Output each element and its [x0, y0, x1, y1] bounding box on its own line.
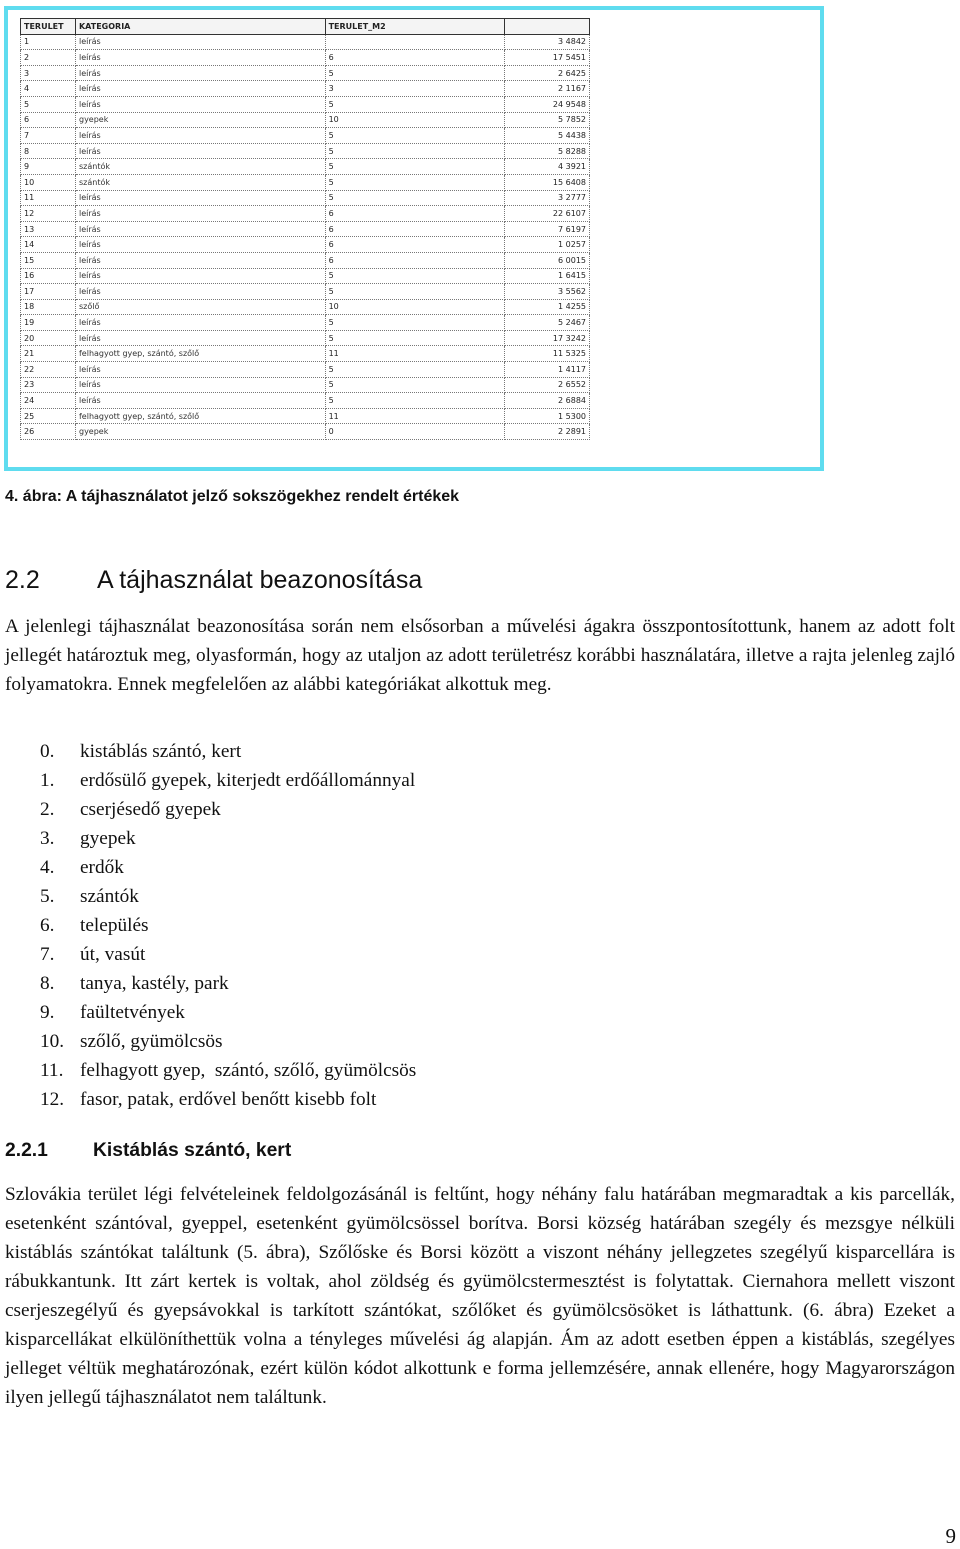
table-row [21, 65, 590, 81]
table-cell: leírás [75, 190, 325, 206]
table-row [21, 96, 590, 112]
list-item-label: szőlő, gyümölcsös [80, 1031, 223, 1052]
table-cell: leírás [75, 96, 325, 112]
list-item [40, 824, 416, 853]
attribute-table [20, 18, 590, 440]
table-cell: 5 [325, 393, 505, 409]
table-cell: leírás [75, 128, 325, 144]
table-cell: 24 [21, 393, 76, 409]
table-cell: 1 4117 [505, 362, 590, 378]
table-cell: 6 [325, 206, 505, 222]
list-item [40, 853, 416, 882]
table-cell: 1 5300 [505, 408, 590, 424]
table-row [21, 112, 590, 128]
list-item-number: 5. [40, 886, 55, 907]
table-row [21, 237, 590, 253]
table-row [21, 346, 590, 362]
table-cell: 7 [21, 128, 76, 144]
column-header: TERULET_M2 [325, 19, 505, 35]
table-cell: 1 0257 [505, 237, 590, 253]
table-cell: 10 [21, 174, 76, 190]
table-cell: 5 7852 [505, 112, 590, 128]
table-cell: gyepek [75, 424, 325, 440]
list-item [40, 911, 416, 940]
table-cell: 3 [325, 81, 505, 97]
list-item-label: szántók [80, 886, 139, 907]
list-item-label: fasor, patak, erdővel benőtt kisebb folt [80, 1089, 377, 1110]
list-item [40, 969, 416, 998]
table-cell: leírás [75, 315, 325, 331]
table-row [21, 206, 590, 222]
table-cell: 13 [21, 221, 76, 237]
table-row [21, 284, 590, 300]
table-cell: 2 6425 [505, 65, 590, 81]
table-cell: szántók [75, 159, 325, 175]
list-item-number: 7. [40, 944, 55, 965]
table-cell: 0 [325, 424, 505, 440]
table-cell: 22 [21, 362, 76, 378]
table-cell: 6 [325, 237, 505, 253]
table-row [21, 330, 590, 346]
table-cell: 26 [21, 424, 76, 440]
list-item-label: erdősülő gyepek, kiterjedt erdőállománnyal [80, 770, 416, 791]
list-item-number: 9. [40, 1002, 55, 1023]
section-number: 2.2 [5, 566, 40, 594]
section-title: A tájhasználat beazonosítása [97, 566, 423, 594]
list-item-label: faültetvények [80, 1002, 185, 1023]
table-cell: 2 2891 [505, 424, 590, 440]
list-item [40, 998, 416, 1027]
list-item [40, 882, 416, 911]
table-cell: 9 [21, 159, 76, 175]
table-row [21, 299, 590, 315]
table-cell: 22 6107 [505, 206, 590, 222]
table-cell: 15 [21, 252, 76, 268]
table-cell: 5 [325, 190, 505, 206]
table-row [21, 377, 590, 393]
table-row [21, 362, 590, 378]
table-cell: 5 [21, 96, 76, 112]
table-cell: felhagyott gyep, szántó, szőlő [75, 346, 325, 362]
list-item-number: 2. [40, 799, 55, 820]
table-cell: 5 [325, 96, 505, 112]
table-cell: 23 [21, 377, 76, 393]
table-cell: 5 [325, 65, 505, 81]
table-cell: 11 [325, 408, 505, 424]
table-cell: 5 [325, 268, 505, 284]
intro-paragraph: A jelenlegi tájhasználat beazonosítása során nem elsősorban a művelési ágakra összpontosítottunk, hanem az adott folt jellegét határoztuk meg, olyasformán, hogy az utaljon az adott területrész korábbi használatára, illetve a rajta jelenleg zajló folyamatokra. Ennek megfelelően az alábbi kategóriákat alkottuk meg. [5, 616, 955, 695]
list-item-label: erdők [80, 857, 124, 878]
table-cell: felhagyott gyep, szántó, szőlő [75, 408, 325, 424]
table-cell: leírás [75, 65, 325, 81]
list-item-label: település [80, 915, 149, 936]
table-cell: leírás [75, 330, 325, 346]
list-item-label: tanya, kastély, park [80, 973, 229, 994]
list-item-label: út, vasút [80, 944, 146, 965]
table-row [21, 393, 590, 409]
table-cell: 2 1167 [505, 81, 590, 97]
section-heading [5, 566, 422, 595]
table-cell: leírás [75, 377, 325, 393]
table-cell: 1 4255 [505, 299, 590, 315]
table-header-row [21, 19, 590, 35]
table-cell: leírás [75, 284, 325, 300]
table-cell: 24 9548 [505, 96, 590, 112]
table-cell: 4 3921 [505, 159, 590, 175]
table-cell [325, 34, 505, 50]
subsection-heading [5, 1140, 291, 1162]
table-row [21, 34, 590, 50]
list-item-label: kistáblás szántó, kert [80, 741, 242, 762]
figure-frame [4, 6, 824, 471]
table-row [21, 143, 590, 159]
table-cell: 21 [21, 346, 76, 362]
list-item-number: 8. [40, 973, 55, 994]
table-cell: 5 [325, 330, 505, 346]
table-cell: 11 [325, 346, 505, 362]
table-cell: 5 [325, 128, 505, 144]
list-item [40, 1027, 416, 1056]
table-body [21, 34, 590, 439]
table-cell: 17 3242 [505, 330, 590, 346]
table-cell: 7 6197 [505, 221, 590, 237]
table-cell: leírás [75, 362, 325, 378]
subsection-number: 2.2.1 [5, 1140, 48, 1161]
table-cell: 3 4842 [505, 34, 590, 50]
table-cell: 5 [325, 143, 505, 159]
list-item [40, 737, 416, 766]
table-cell: 17 5451 [505, 50, 590, 66]
table-row [21, 252, 590, 268]
column-header: KATEGORIA [75, 19, 325, 35]
subsection-title: Kistáblás szántó, kert [93, 1140, 292, 1161]
table-cell: 8 [21, 143, 76, 159]
table-cell: leírás [75, 81, 325, 97]
table-cell: 5 [325, 362, 505, 378]
table-cell: leírás [75, 50, 325, 66]
table-cell: leírás [75, 237, 325, 253]
list-item-label: cserjésedő gyepek [80, 799, 221, 820]
list-item-number: 1. [40, 770, 55, 791]
list-item [40, 940, 416, 969]
list-item [40, 795, 416, 824]
list-item-number: 6. [40, 915, 55, 936]
table-row [21, 174, 590, 190]
table-cell: 6 0015 [505, 252, 590, 268]
table-cell: 5 4438 [505, 128, 590, 144]
table-cell: szántók [75, 174, 325, 190]
table-cell: 6 [325, 252, 505, 268]
table-cell: leírás [75, 252, 325, 268]
table-cell: 2 6884 [505, 393, 590, 409]
table-cell: 14 [21, 237, 76, 253]
table-cell: 5 [325, 174, 505, 190]
table-row [21, 408, 590, 424]
table-cell: 6 [325, 221, 505, 237]
table-row [21, 190, 590, 206]
table-cell: gyepek [75, 112, 325, 128]
table-row [21, 159, 590, 175]
list-item-number: 0. [40, 741, 55, 762]
table-cell: 6 [325, 50, 505, 66]
figure-table-container [20, 18, 590, 470]
list-item-label: felhagyott gyep, szántó, szőlő, gyümölcsös [80, 1060, 417, 1081]
table-cell: leírás [75, 393, 325, 409]
table-row [21, 315, 590, 331]
body-paragraph: Szlovákia terület légi felvételeinek feldolgozásánál is feltűnt, hogy néhány falu határában megmaradtak a kis parcellák, esetenként szántóval, gyeppel, esetenként gyümölcsössel borítva. Borsi község határában szegély és mezsgye nélküli kistáblás szántókat találtunk (5. ábra), Szőlőske és Borsi között a viszont néhány jellegzetes szegélyű kisparcellára is rábukkantunk. Itt zárt kertek is voltak, ahol zöldség és gyümölcstermesztést is folytattak. Ciernahora mellett viszont cserjeszegélyű és gyepsávokkal is tarkított szántókat, szőlőket és gyümölcsösöket is láthattunk. (6. ábra) Ezeket a kisparcellákat elkülöníthettük volna a tényleges művelési ág alapján. Ám az adott esetben éppen a kistáblás, szegélyes jelleget véltük meghatározónak, ezért külön kódot alkottunk e forma jellemzésére, annak ellenére, hogy Magyarországon ilyen jellegű tájhasználatot nem találtunk. [5, 1184, 955, 1408]
table-cell: szőlő [75, 299, 325, 315]
list-item-label: gyepek [80, 828, 136, 849]
list-item-number: 3. [40, 828, 55, 849]
category-list [40, 737, 416, 1114]
table-cell: 2 [21, 50, 76, 66]
table-cell: 5 8288 [505, 143, 590, 159]
figure-caption: 4. ábra: A tájhasználatot jelző sokszögekhez rendelt értékek [5, 488, 460, 505]
table-row [21, 81, 590, 97]
table-row [21, 128, 590, 144]
list-item [40, 1056, 416, 1085]
table-cell: 2 6552 [505, 377, 590, 393]
table-cell: leírás [75, 268, 325, 284]
table-cell: 19 [21, 315, 76, 331]
table-cell: 1 6415 [505, 268, 590, 284]
table-cell: 5 [325, 377, 505, 393]
list-item [40, 1085, 416, 1114]
table-cell: 11 [21, 190, 76, 206]
column-header: TERULET [21, 19, 76, 35]
list-item-number: 11. [40, 1060, 64, 1081]
table-cell: 1 [21, 34, 76, 50]
table-cell: 11 5325 [505, 346, 590, 362]
table-cell: 4 [21, 81, 76, 97]
table-cell: 12 [21, 206, 76, 222]
table-row [21, 50, 590, 66]
table-cell: 5 [325, 315, 505, 331]
table-row [21, 221, 590, 237]
table-cell: 3 [21, 65, 76, 81]
list-item-number: 12. [40, 1089, 65, 1110]
table-cell: 16 [21, 268, 76, 284]
table-cell: 18 [21, 299, 76, 315]
table-cell: 25 [21, 408, 76, 424]
table-cell: 20 [21, 330, 76, 346]
table-cell: leírás [75, 221, 325, 237]
table-cell: 15 6408 [505, 174, 590, 190]
table-row [21, 268, 590, 284]
table-cell: 17 [21, 284, 76, 300]
table-cell: 5 2467 [505, 315, 590, 331]
table-cell: 3 2777 [505, 190, 590, 206]
table-row [21, 424, 590, 440]
table-cell: leírás [75, 206, 325, 222]
table-cell: 3 5562 [505, 284, 590, 300]
table-cell: 6 [21, 112, 76, 128]
table-cell: 10 [325, 299, 505, 315]
table-cell: 10 [325, 112, 505, 128]
list-item-number: 4. [40, 857, 55, 878]
table-cell: leírás [75, 143, 325, 159]
list-item [40, 766, 416, 795]
column-header [505, 19, 590, 35]
table-cell: 5 [325, 284, 505, 300]
table-cell: leírás [75, 34, 325, 50]
table-cell: 5 [325, 159, 505, 175]
list-item-number: 10. [40, 1031, 65, 1052]
page-number: 9 [945, 1524, 956, 1548]
